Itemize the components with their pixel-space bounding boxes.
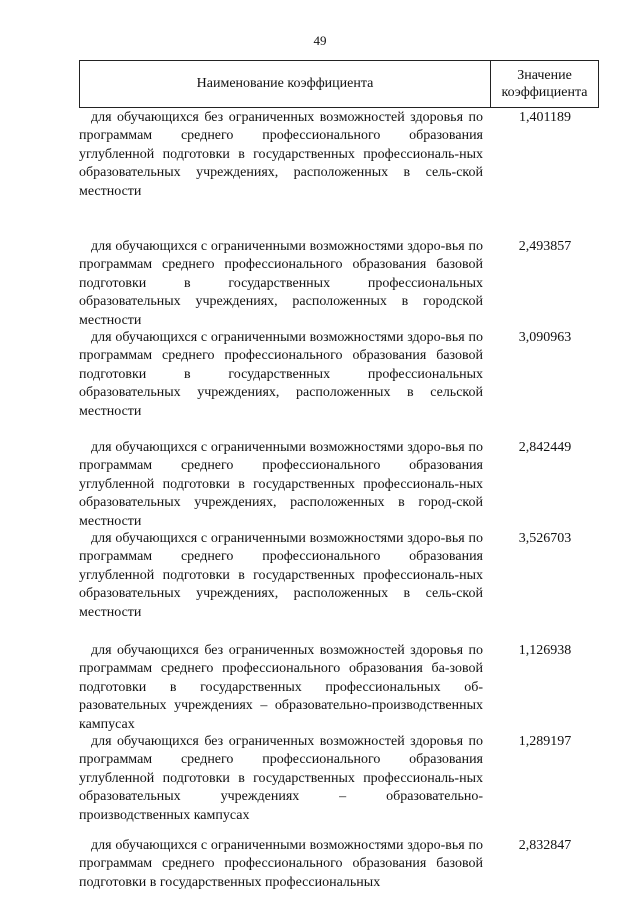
- row-text: для обучающихся с ограниченными возможностями здоро-вья по программам среднего профессионального образования углубленной подготовки в государственных профессиональ-ных образовательных учреждениях, расположенных в сель-ской местности: [79, 531, 483, 620]
- table-row: [79, 733, 599, 837]
- row-text: для обучающихся с ограниченными возможностями здоро-вья по программам среднего профессионального образования базовой подготовки в государственных профессиональных: [79, 838, 483, 890]
- row-value: 2,832847: [518, 838, 572, 853]
- page-number: 49: [313, 33, 327, 48]
- table-row: [79, 642, 599, 733]
- row-text: для обучающихся без ограниченных возможностей здоровья по программам среднего профессионального образования углубленной подготовки в государственных профессиональ-ных образовательных учреждениях, расположенных в сель-ской местности: [79, 110, 483, 199]
- table-row: [79, 109, 599, 238]
- row-value: 1,401189: [519, 110, 571, 125]
- row-value: 1,126938: [518, 643, 572, 658]
- table-row: [79, 530, 599, 642]
- table-header: [79, 60, 599, 108]
- header-value-line2: коэффициента: [501, 85, 588, 100]
- row-text: для обучающихся с ограниченными возможностями здоро-вья по программам среднего профессионального образования углубленной подготовки в государственных профессиональ-ных образовательных учреждениях, расположенных в город-ской местности: [79, 440, 483, 529]
- table-row: [79, 837, 599, 897]
- header-value-line1: Значение: [517, 68, 572, 83]
- row-text: для обучающихся с ограниченными возможностями здоро-вья по программам среднего профессионального образования базовой подготовки в государственных профессиональных образовательных учреждениях, расположенных в сельской местности: [79, 330, 483, 419]
- header-coefficient-name: Наименование коэффициента: [80, 61, 491, 107]
- table-row: [79, 238, 599, 329]
- table-row: [79, 329, 599, 439]
- row-value: 2,842449: [518, 440, 572, 455]
- table-body: [79, 109, 599, 897]
- row-value: 1,289197: [518, 734, 572, 749]
- row-text: для обучающихся без ограниченных возможностей здоровья по программам среднего профессионального образования углубленной подготовки в государственных профессиональ-ных образовательных учреждениях – образовательно-производственных кампусах: [79, 734, 483, 823]
- row-value: 2,493857: [518, 239, 572, 254]
- row-text: для обучающихся с ограниченными возможностями здоро-вья по программам среднего профессионального образования базовой подготовки в государственных профессиональных образовательных учреждениях, расположенных в городской местности: [79, 239, 483, 328]
- row-value: 3,090963: [518, 330, 572, 345]
- table-row: [79, 439, 599, 530]
- row-value: 3,526703: [518, 531, 572, 546]
- row-text: для обучающихся без ограниченных возможностей здоровья по программам среднего профессионального образования ба-зовой подготовки в государственных профессиональных об-разовательных учреждениях – образовательно-производственных кампусах: [79, 643, 483, 732]
- header-coefficient-value: [491, 61, 598, 107]
